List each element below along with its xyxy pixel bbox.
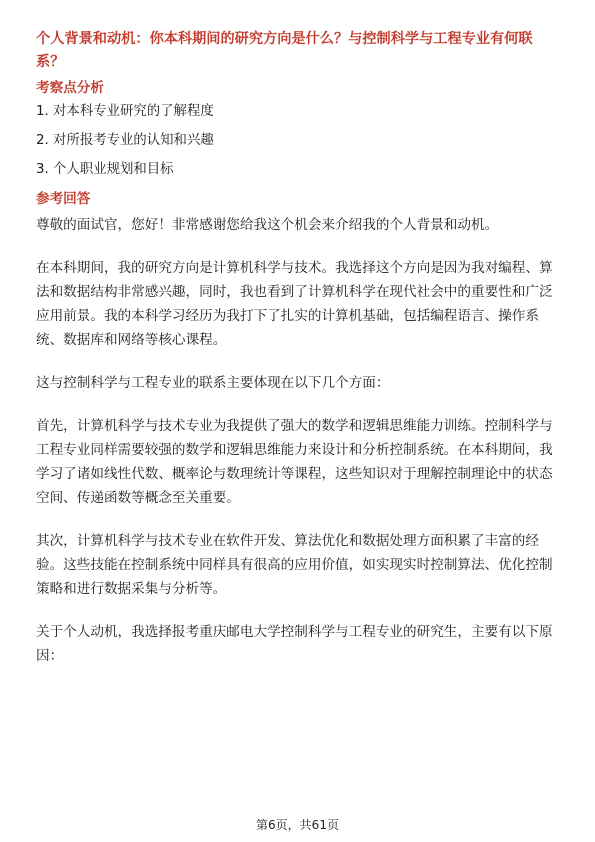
answer-paragraph: 尊敬的面试官，您好！非常感谢您给我这个机会来介绍我的个人背景和动机。: [36, 217, 499, 233]
analysis-point: 2. 对所报考专业的认知和兴趣: [36, 133, 214, 148]
answer-paragraph: 这与控制科学与工程专业的联系主要体现在以下几个方面：: [36, 375, 390, 391]
question-heading: 个人背景和动机：你本科期间的研究方向是什么？与控制科学与工程专业有何联系？: [36, 31, 533, 70]
answer-paragraph: 关于个人动机，我选择报考重庆邮电大学控制科学与工程专业的研究生，主要有以下原因：: [36, 624, 553, 664]
answer-paragraph: 在本科期间，我的研究方向是计算机科学与技术。我选择这个方向是因为我对编程、算法和数据结构非常感兴趣，同时，我也看到了计算机科学在现代社会中的重要性和广泛应用前景。我的本科学习经历为我打下了扎实的计算机基础，包括编程语言、操作系统、数据库和网络等核心课程。: [36, 260, 553, 348]
answer-paragraph: 首先，计算机科学与技术专业为我提供了强大的数学和逻辑思维能力训练。控制科学与工程专业同样需要较强的数学和逻辑思维能力来设计和分析控制系统。在本科期间，我学习了诸如线性代数、概率论与数理统计等课程，这些知识对于理解控制理论中的状态空间、传递函数等概念至关重要。: [36, 418, 553, 506]
document-page: [36, 28, 560, 687]
answer-title: 参考回答: [36, 191, 91, 207]
analysis-point: 1. 对本科专业研究的了解程度: [36, 104, 214, 119]
page-number: 第6页，共61页: [256, 818, 339, 832]
analysis-title: 考察点分析: [36, 80, 104, 96]
answer-paragraph: 其次，计算机科学与技术专业在软件开发、算法优化和数据处理方面积累了丰富的经验。这些技能在控制系统中同样具有很高的应用价值，如实现实时控制算法、优化控制策略和进行数据采集与分析等。: [36, 533, 553, 597]
analysis-point: 3. 个人职业规划和目标: [36, 162, 174, 177]
